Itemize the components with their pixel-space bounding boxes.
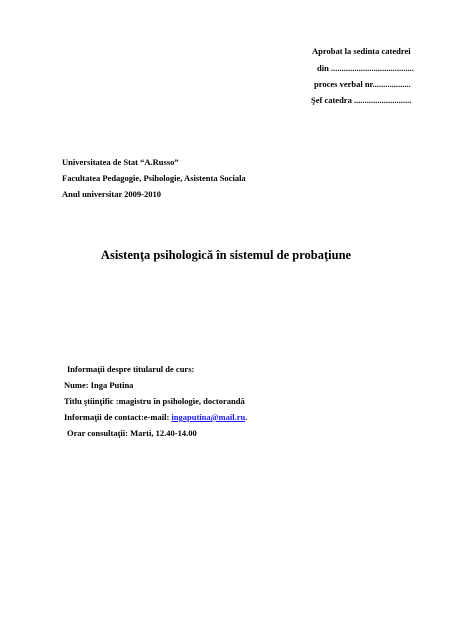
academic-year: Anul universitar 2009-2010 [62,189,162,199]
email-link[interactable]: ingaputina@mail.ru [171,412,246,422]
schedule-label: Orar consultaţii [67,428,126,438]
university-name: Universitatea de Stat “A.Russo” [62,157,179,167]
course-title: Asistenţa psihologică în sistemul de probaţiune [100,248,352,262]
approval-line-1: Aprobat la sedinta catedrei [312,46,411,56]
schedule-value: : Marti, 12.40-14.00 [125,428,197,438]
holder-heading: Informaţii despre titularul de curs: [67,364,195,374]
consultation-schedule [67,428,197,438]
approval-line-4: Şef catedra ........................... [311,95,412,105]
approval-line-3: proces verbal nr.................. [314,79,411,89]
approval-line-2: din ....................................... [317,63,414,73]
holder-degree: Titlu ştiinţific :magistru în psihologie, doctorandă [64,396,245,406]
holder-name: Nume: Inga Putina [64,380,134,390]
holder-contact [64,412,247,422]
contact-suffix: . [245,412,248,422]
contact-label: Informaţii de contact:e-mail: [64,412,172,422]
faculty-name: Facultatea Pedagogie, Psihologie, Asistenta Sociala [62,173,246,183]
